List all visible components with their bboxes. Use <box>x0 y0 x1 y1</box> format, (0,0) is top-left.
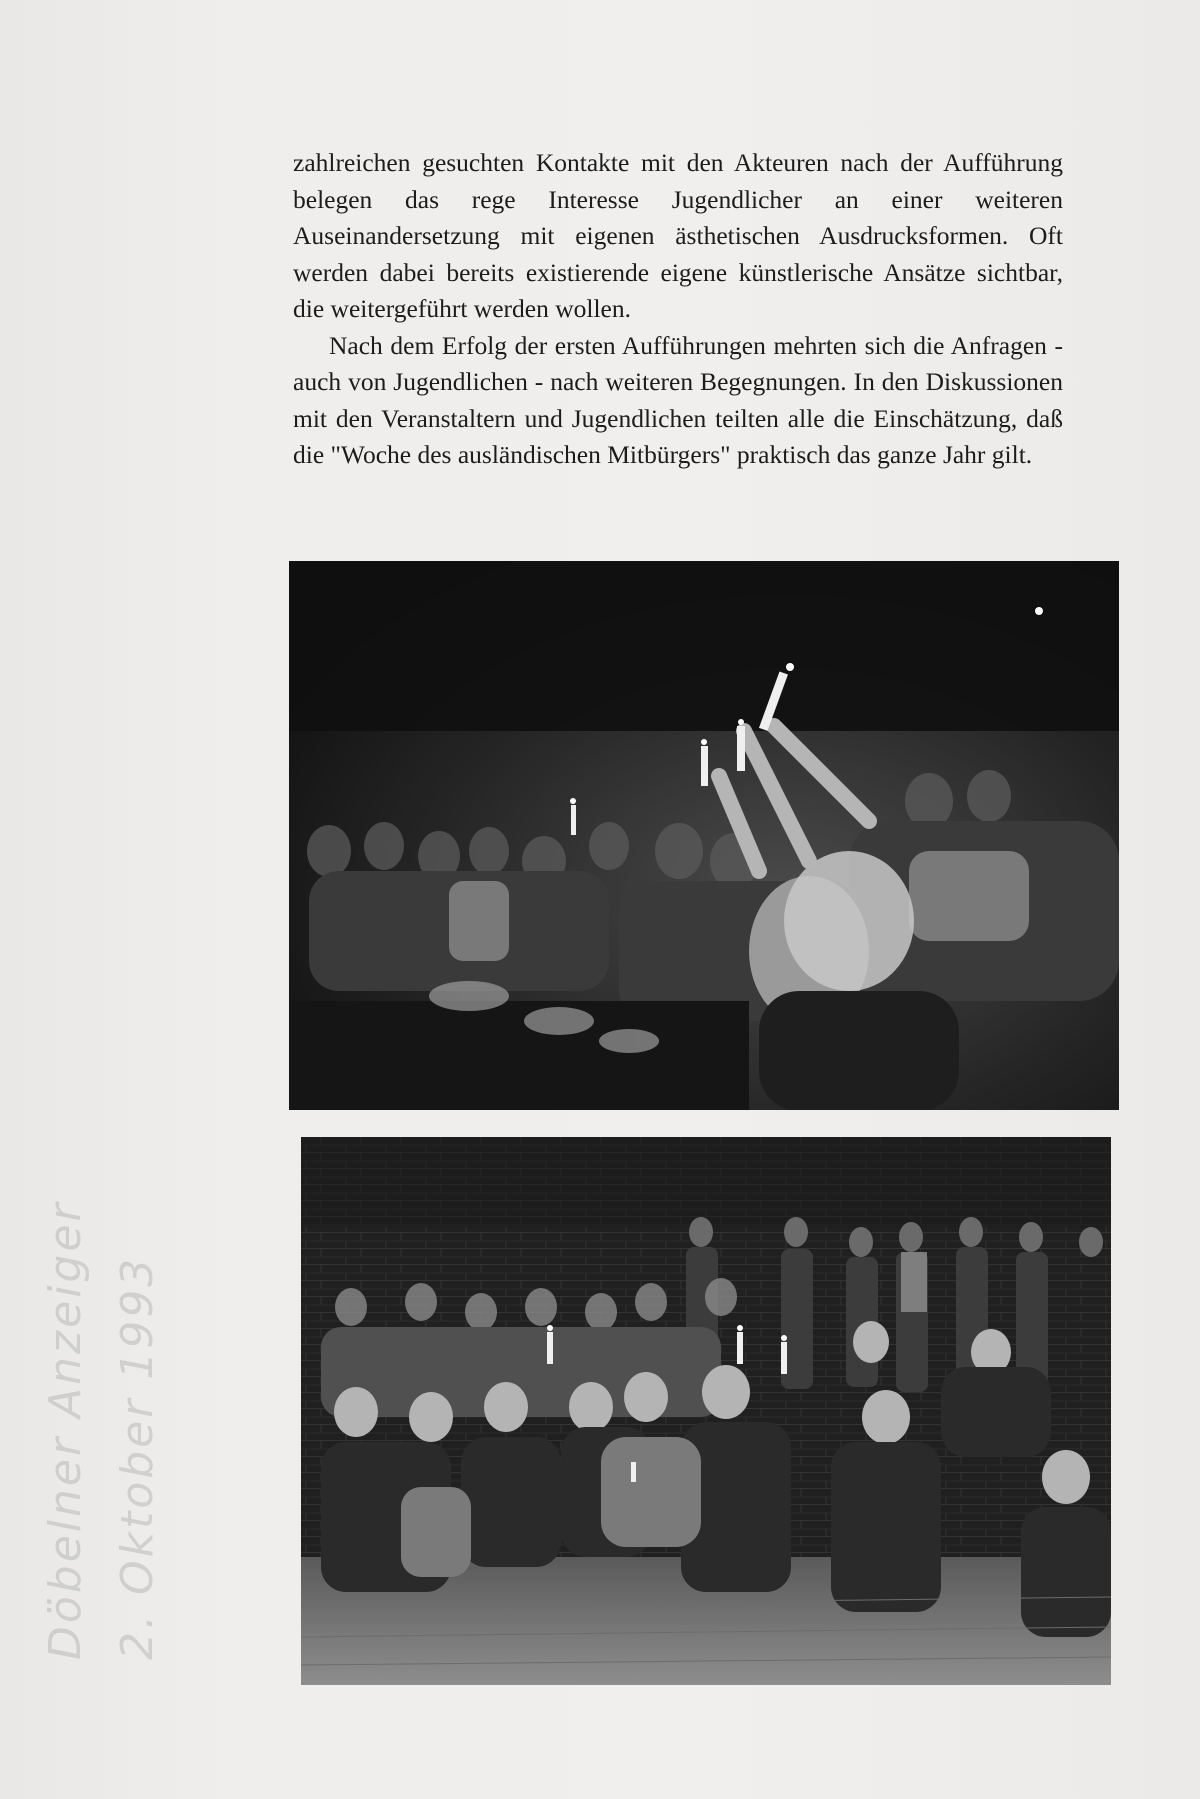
handwritten-margin-annotation <box>30 1040 190 1660</box>
body-text <box>293 145 1063 474</box>
paragraph-2: Nach dem Erfolg der ersten Aufführungen mehrten sich die Anfragen - auch von Jugendlichen - nach weiteren Begegnungen. In den Diskussionen mit den Veranstaltern und Jugendlichen teilten alle die Einschätzung, daß die "Woche des ausländischen Mitbürgers" praktisch das ganze Jahr gilt. <box>293 330 1063 469</box>
annotation-line-2: 2. Oktober 1993 <box>112 1255 163 1660</box>
paragraph-1: zahlreichen gesuchten Kontakte mit den Akteuren nach der Aufführung belegen das rege Interesse Jugendlicher an einer weiteren Auseinandersetzung mit eigenen ästhetischen Ausdrucksformen. Oft werden dabei bereits existierende eigene künstlerische Ansätze sichtbar, die weitergeführt werden wollen. <box>293 148 1063 323</box>
photo-audience-candles-closeup <box>289 561 1119 1110</box>
annotation-line-1: Döbelner Anzeiger <box>40 1200 91 1660</box>
photo-group-seated-on-floor <box>301 1137 1111 1685</box>
